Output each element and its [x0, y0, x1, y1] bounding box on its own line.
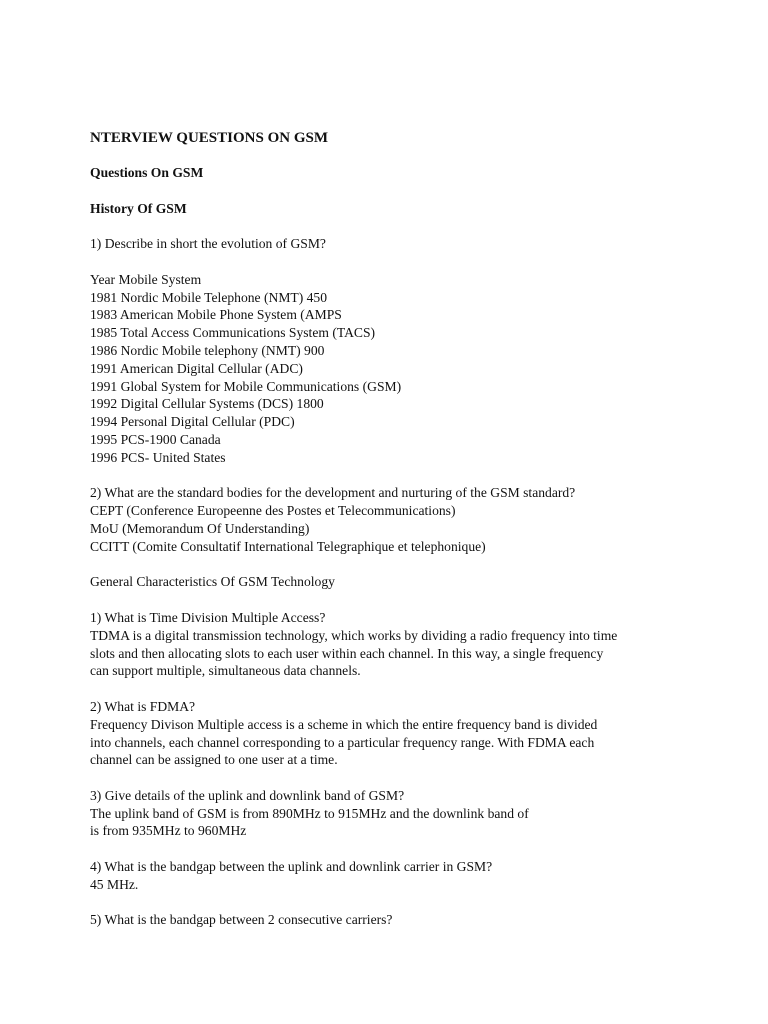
question-consecutive-carriers: 5) What is the bandgap between 2 consecutive carriers?	[90, 912, 393, 928]
question-uplink-downlink-band: 3) Give details of the uplink and downlink band of GSM?	[90, 787, 405, 803]
question-evolution: 1) Describe in short the evolution of GSM?	[90, 236, 326, 252]
answer-line: can support multiple, simultaneous data channels.	[90, 663, 361, 679]
history-line: 1983 American Mobile Phone System (AMPS	[90, 307, 342, 323]
standard-body-line: CEPT (Conference Europeenne des Postes et Telecommunications)	[90, 503, 456, 519]
answer-line: 45 MHz.	[90, 876, 139, 892]
answer-line: channel can be assigned to one user at a time.	[90, 752, 338, 768]
standard-body-line: MoU (Memorandum Of Understanding)	[90, 520, 310, 536]
answer-line: TDMA is a digital transmission technology, which works by dividing a radio frequency into time	[90, 627, 618, 643]
history-line: Year Mobile System	[90, 271, 202, 287]
history-line: 1995 PCS-1900 Canada	[90, 431, 221, 447]
answer-line: slots and then allocating slots to each user within each channel. In this way, a single frequency	[90, 645, 604, 661]
answer-line: into channels, each channel corresponding to a particular frequency range. With FDMA each	[90, 734, 595, 750]
history-line: 1981 Nordic Mobile Telephone (NMT) 450	[90, 289, 328, 305]
question-tdma: 1) What is Time Division Multiple Access?	[90, 609, 326, 625]
document-body	[90, 113, 690, 929]
history-list	[90, 271, 690, 467]
history-line: 1985 Total Access Communications System (TACS)	[90, 325, 376, 341]
history-line: 1994 Personal Digital Cellular (PDC)	[90, 414, 295, 430]
heading-general-characteristics: General Characteristics Of GSM Technology	[90, 574, 335, 590]
question-fdma: 2) What is FDMA?	[90, 698, 196, 714]
answer-line: is from 935MHz to 960MHz	[90, 823, 247, 839]
question-standard-bodies: 2) What are the standard bodies for the development and nurturing of the GSM standard?	[90, 485, 576, 501]
history-line: 1991 Global System for Mobile Communications (GSM)	[90, 378, 402, 394]
answer-line: The uplink band of GSM is from 890MHz to 915MHz and the downlink band of	[90, 805, 529, 821]
heading-questions: Questions On GSM	[90, 165, 204, 180]
heading-history: History Of GSM	[90, 200, 187, 216]
history-line: 1996 PCS- United States	[90, 449, 226, 465]
history-line: 1991 American Digital Cellular (ADC)	[90, 360, 303, 376]
standard-body-line: CCITT (Comite Consultatif International Telegraphique et telephonique)	[90, 538, 486, 554]
history-line: 1986 Nordic Mobile telephony (NMT) 900	[90, 342, 325, 358]
document-title: NTERVIEW QUESTIONS ON GSM	[90, 130, 329, 146]
answer-line: Frequency Divison Multiple access is a scheme in which the entire frequency band is divided	[90, 716, 598, 732]
question-bandgap: 4) What is the bandgap between the uplink and downlink carrier in GSM?	[90, 859, 493, 875]
history-line: 1992 Digital Cellular Systems (DCS) 1800	[90, 396, 324, 412]
